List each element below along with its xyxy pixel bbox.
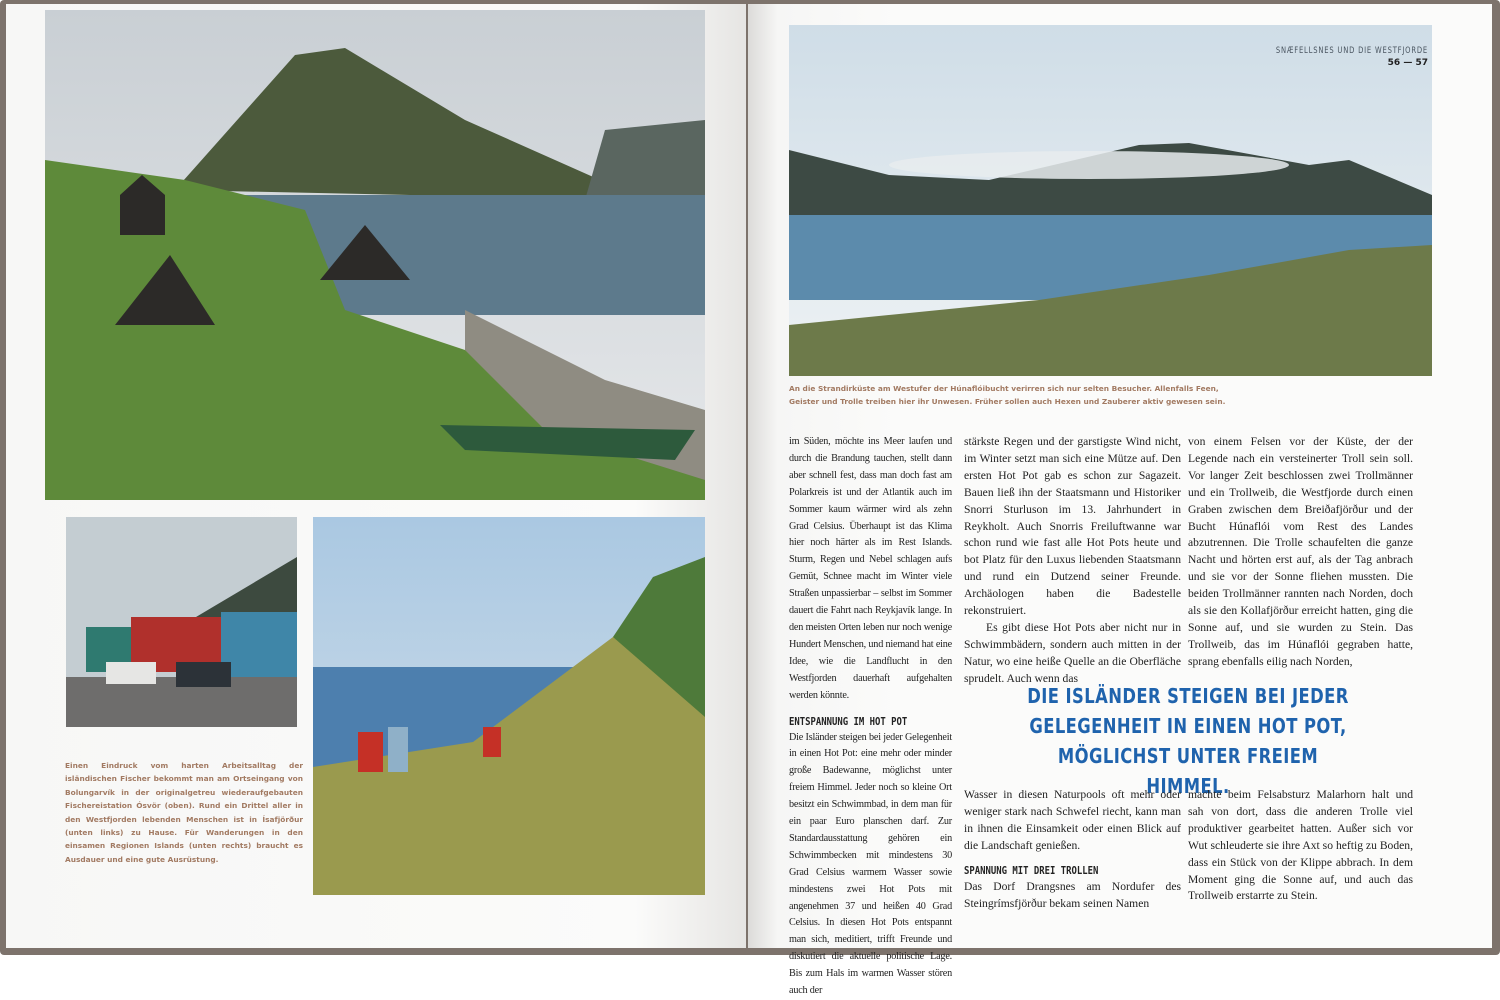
- pull-quote: DIE ISLÄNDER STEIGEN BEI JEDER GELEGENHEIT IN EINEN HOT POT, MÖGLICHST UNTER FREIEM HIMMEL.: [1016, 681, 1360, 801]
- body-text: Die Isländer steigen bei jeder Gelegenheit in einen Hot Pot: eine mehr oder minder große Badewanne, möglichst unter freiem Himmel. Jeder noch so kleine Ort besitzt ein Schwimmbad, in dem man für ein paar Euro planschen darf. Zur Standardausstattung gehören ein Schwimmbecken mit mindestens 30 Grad Celsius warmem Wasser sowie mindestens zwei Hot Pots mit angenehmen 37 und heißen 40 Grad Celsius. In diesen Hot Pots entspannt man sich, meditiert, trifft Freunde und diskutiert die aktuelle politische Lage. Bis zum Hals im warmen Wasser stören auch der: [789, 730, 952, 1000]
- page-numbers: 56 — 57: [1348, 58, 1428, 68]
- photo-fishing-station: [45, 10, 705, 500]
- body-text: machte beim Felsabsturz Malarhorn halt und sah von dort, dass die anderen Trolle viel produktiver gearbeitet hatten. Außer sich vor Wut schleuderte sie ihre Axt so heftig zu Boden, dass ein Stück von der Klippe abbrach. In dem Moment ging die Sonne auf, und auch das Trollweib erstarrte zu Stein.: [1188, 787, 1413, 905]
- subheading-trolls: SPANNUNG MIT DREI TROLLEN: [964, 863, 1148, 879]
- body-text: stärkste Regen und der garstigste Wind nicht, im Winter setzt man sich eine Mütze auf. Den ersten Hot Pot gab es schon zur Sagazeit. Bauen ließ ihn der Staatsmann und Historiker Snorri Sturluson im 13. Jahrhundert in Reykholt. Auch Snorris Freiluftwanne war schon rund wie fast alle Hot Pots heute und bot Platz für den Luxus liebenden Staatsmann und rund ein Dutzend seiner Freunde. Archäologen haben die Badestelle rekonstruiert.: [964, 434, 1181, 620]
- column-3-lower: [1188, 787, 1413, 905]
- column-2-lower: [964, 787, 1181, 912]
- column-1: [789, 434, 952, 1000]
- running-header: SNÆFELLSNES UND DIE WESTFJORDE: [1252, 46, 1428, 56]
- photo-hunafloi-coast: [789, 25, 1432, 376]
- body-text: im Süden, möchte ins Meer laufen und durch die Brandung tauchen, stellt dann aber schnell fest, dass man doch fast am Polarkreis ist und der Atlantik auch im Sommer kaum wärmer wird als zehn Grad Celsius. Überhaupt ist das Klima hier noch härter als im Rest Islands. Sturm, Regen und Nebel schlagen aufs Gemüt, Schnee macht im Winter viele Straßen unpassierbar – selbst im Sommer dauert die Fahrt nach Reykjavík lange. In den meisten Orten leben nur noch wenige Hundert Menschen, und niemand hat eine Idee, wie die Landflucht in den Westfjorden dauerhaft aufgehalten werden könnte.: [789, 434, 952, 705]
- photo-isafjordur-street: [66, 517, 297, 727]
- photo-hikers-cliff: [313, 517, 705, 895]
- column-2: [964, 434, 1181, 688]
- left-page: [6, 4, 746, 948]
- body-text: Wasser in diesen Naturpools oft mehr oder weniger stark nach Schwefel riecht, kann man in ihnen die Einsamkeit oder einen Blick auf die Landschaft genießen.: [964, 787, 1181, 855]
- column-3: [1188, 434, 1413, 671]
- body-text: Das Dorf Drangsnes am Nordufer des Steingrímsfjörður bekam seinen Namen: [964, 879, 1181, 913]
- body-text: von einem Felsen vor der Küste, der der Legende nach ein versteinerter Troll sein soll. Vor langer Zeit beschlossen zwei Trollmänner und ein Trollweib, die Westfjorde durch einen Graben zwischen dem Breiðafjörður und der Bucht Húnaflói vom Rest des Landes abzutrennen. Die Trolle schaufelten die ganze Nacht und hörten erst auf, als der Tag anbrach und sie vor der Sonne fliehen mussten. Die beiden Trollmänner rannten nach Norden, doch als sie den Kollafjörður erreicht hatten, ging die Sonne auf, und sie wurden zu Stein. Das Trollweib, das im Húnaflói gegraben hatte, sprang ebenfalls eilig nach Norden,: [1188, 434, 1413, 671]
- right-page: [748, 4, 1492, 948]
- right-caption: An die Strandirküste am Westufer der Húnaflóibucht verirren sich nur selten Besucher. Allenfalls Feen, Geister und Trolle treiben hier ihr Unwesen. Früher sollen auch Hexen und Zauberer aktiv gewesen sein.: [789, 382, 1249, 409]
- subheading-hot-pot: ENTSPANNUNG IM HOT POT: [789, 714, 928, 730]
- body-text: Es gibt diese Hot Pots aber nicht nur in Schwimmbädern, sondern auch mitten in der Natur, wo eine heiße Quelle an die Oberfläche sprudelt. Auch wenn das: [964, 620, 1181, 688]
- left-caption: Einen Eindruck vom harten Arbeitsalltag der isländischen Fischer bekommt man am Ortseingang von Bolungarvík in der originalgetreu wiederaufgebauten Fischereistation Ósvör (oben). Rund ein Drittel aller in den Westfjorden lebenden Menschen ist in Ísafjörður (unten links) zu Hause. Für Wanderungen in den einsamen Regionen Islands (unten rechts) braucht es Ausdauer und eine gute Ausrüstung.: [65, 759, 303, 866]
